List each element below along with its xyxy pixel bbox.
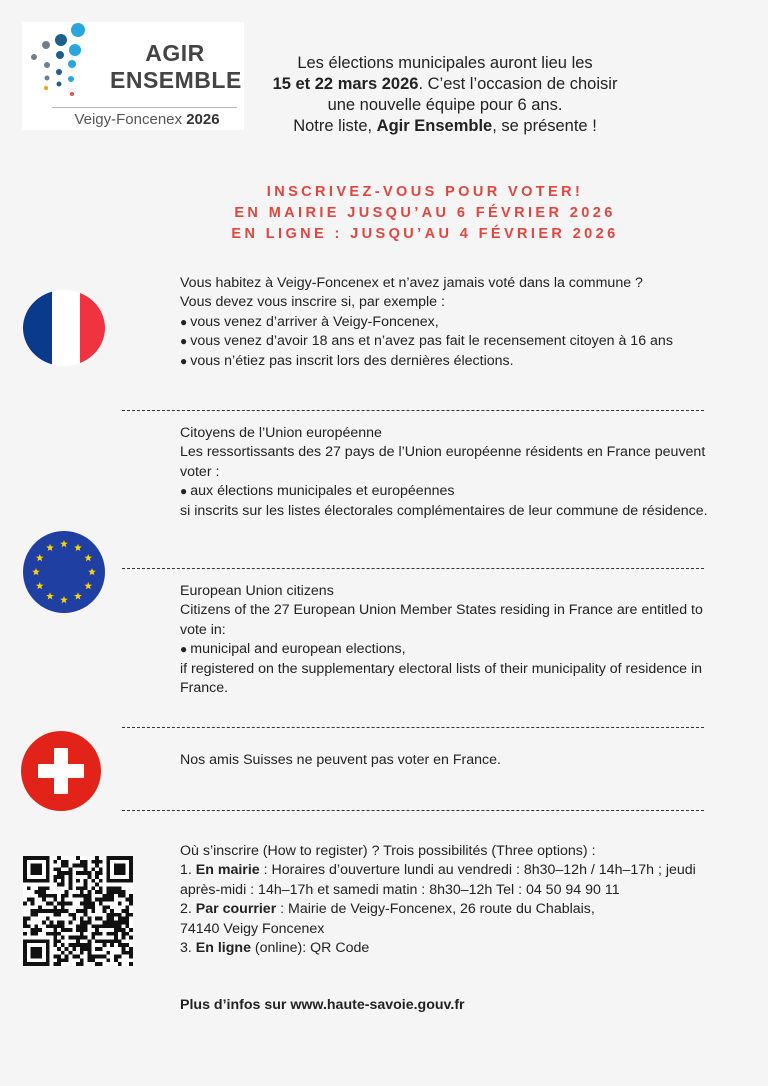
qr-code[interactable] <box>23 856 133 966</box>
eu-en-body: Citizens of the 27 European Union Member States residing in France are entitled to vote in: <box>180 602 703 638</box>
option-2-label: Par courrier <box>195 901 277 918</box>
option-2-number: 2. <box>180 901 196 918</box>
france-item-2-text: vous venez d’avoir 18 ans et n’avez pas fait le recensement citoyen à 16 ans <box>190 333 673 350</box>
eu-en-title: European Union citizens <box>180 583 334 599</box>
logo <box>22 22 244 130</box>
bullet-icon: ● <box>180 484 188 499</box>
france-flag-icon <box>22 288 106 368</box>
howto-option-2 <box>180 900 720 919</box>
divider <box>122 410 704 411</box>
logo-subtitle <box>52 111 242 128</box>
france-item-2 <box>180 332 720 351</box>
swiss-flag-icon <box>20 730 102 812</box>
logo-town: Veigy-Foncenex <box>74 111 183 128</box>
register-headline <box>150 182 700 245</box>
eu-fr-title: Citoyens de l’Union européenne <box>180 425 382 441</box>
divider <box>122 727 704 728</box>
eu-en-item-text: municipal and european elections, <box>190 641 406 658</box>
eu-flag-icon <box>22 530 106 614</box>
footer-more-info: Plus d’infos sur www.haute-savoie.gouv.fr <box>180 997 465 1013</box>
intro-text <box>250 53 640 137</box>
bullet-icon: ● <box>180 353 188 368</box>
option-1-text: : Horaires d’ouverture lundi au vendredi : 8h30–12h / 14h–17h ; jeudi après-midi : 14h–17h et samedi matin : 8h30–12h Tel : 04 50 94 90 11 <box>180 862 696 898</box>
option-3-text: (online): QR Code <box>250 940 370 957</box>
eu-fr-tail: si inscrits sur les listes électorales complémentaires de leur commune de résidence. <box>180 502 708 519</box>
option-1-label: En mairie <box>195 862 260 879</box>
intro-line1: Les élections municipales auront lieu les <box>297 54 593 72</box>
howto-option-2-address: 74140 Veigy Foncenex <box>180 920 325 937</box>
howto-option-3 <box>180 939 720 958</box>
logo-rule <box>52 107 237 108</box>
logo-title-line1: AGIR <box>145 40 205 66</box>
intro-list-name: Agir Ensemble <box>376 117 493 135</box>
eu-en-tail: if registered on the supplementary electoral lists of their municipality of residence in France. <box>180 660 703 697</box>
logo-year: 2026 <box>186 111 220 128</box>
register-line2: EN MAIRIE JUSQU’AU 6 FÉVRIER 2026 <box>234 205 616 221</box>
eu-french-section <box>180 424 720 521</box>
option-3-label: En ligne <box>195 940 251 957</box>
eu-en-item <box>180 640 720 659</box>
divider <box>122 810 704 811</box>
register-line3: EN LIGNE : JUSQU’AU 4 FÉVRIER 2026 <box>231 226 619 242</box>
bullet-icon: ● <box>180 314 188 329</box>
logo-title <box>110 40 240 94</box>
eu-fr-item <box>180 482 720 501</box>
register-line1: INSCRIVEZ-VOUS POUR VOTER! <box>266 184 584 200</box>
intro-line2 <box>250 74 640 95</box>
intro-line3: une nouvelle équipe pour 6 ans. <box>327 96 563 114</box>
france-item-1 <box>180 313 720 332</box>
divider <box>122 568 704 569</box>
intro-dates: 15 et 22 mars 2026 <box>272 75 419 93</box>
intro-line4-start: Notre liste, <box>293 117 377 135</box>
option-2-text: : Mairie de Veigy-Foncenex, 26 route du Chablais, <box>276 901 595 918</box>
logo-dots-graphic <box>22 22 112 112</box>
france-line2: Vous devez vous inscrire si, par exemple : <box>180 294 445 311</box>
swiss-text: Nos amis Suisses ne peuvent pas voter en France. <box>180 752 501 768</box>
bullet-icon: ● <box>180 334 188 349</box>
logo-title-line2: ENSEMBLE <box>110 67 242 93</box>
intro-line2-rest: . C’est l’occasion de choisir <box>418 75 618 93</box>
option-1-number: 1. <box>180 862 196 879</box>
france-section <box>180 274 720 371</box>
france-item-3-text: vous n’étiez pas inscrit lors des dernières élections. <box>190 352 514 369</box>
bullet-icon: ● <box>180 642 188 657</box>
swiss-section <box>180 751 720 770</box>
france-item-3 <box>180 352 720 371</box>
option-3-number: 3. <box>180 940 196 957</box>
howto-intro: Où s’inscrire (How to register) ? Trois possibilités (Three options) : <box>180 843 596 859</box>
eu-fr-body: Les ressortissants des 27 pays de l’Union européenne résidents en France peuvent voter : <box>180 444 706 480</box>
howto-option-1 <box>180 861 720 900</box>
intro-line4-end: , se présente ! <box>492 117 597 135</box>
eu-english-section <box>180 582 720 698</box>
intro-line4 <box>250 116 640 137</box>
france-item-1-text: vous venez d’arriver à Veigy-Foncenex, <box>190 313 439 330</box>
eu-fr-item-text: aux élections municipales et européennes <box>190 483 455 500</box>
how-to-register-section <box>180 842 720 958</box>
france-line1: Vous habitez à Veigy-Foncenex et n’avez jamais voté dans la commune ? <box>180 275 643 291</box>
